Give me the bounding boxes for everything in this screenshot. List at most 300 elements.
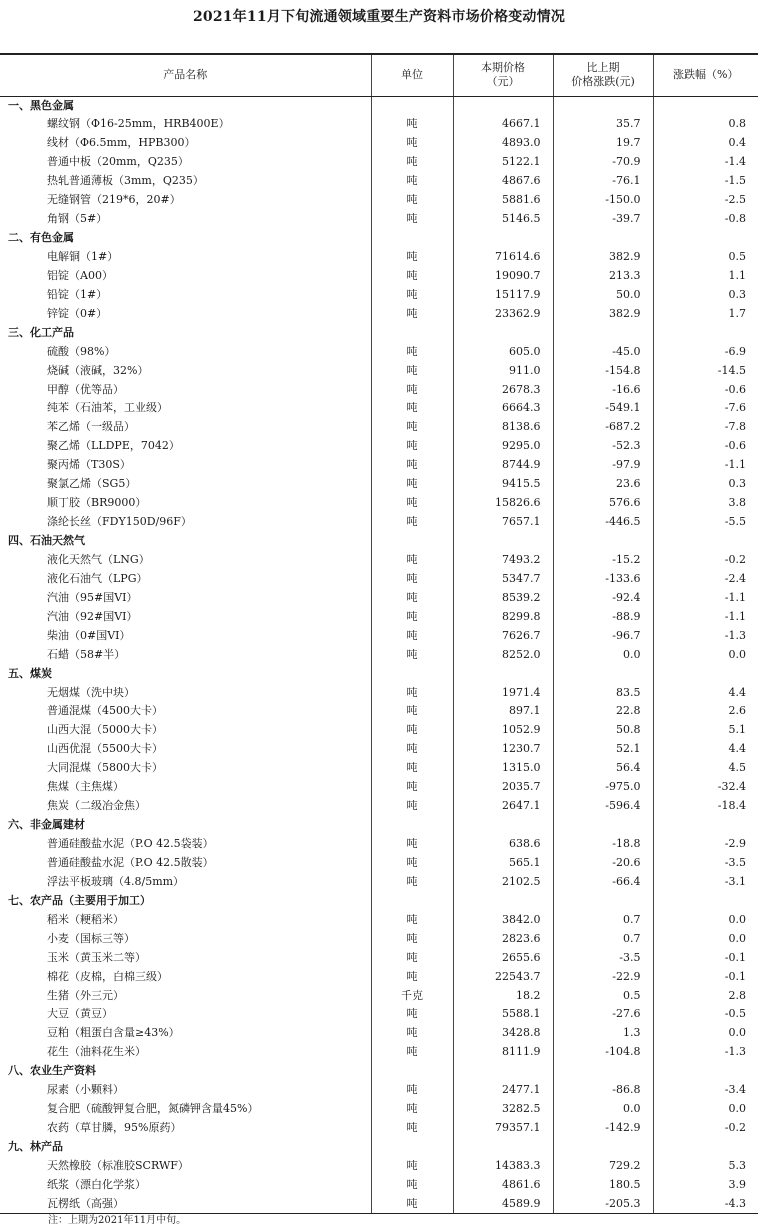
empty-cell — [371, 664, 453, 683]
product-name-cell: 角钢（5#） — [47, 212, 108, 226]
empty-cell — [453, 664, 553, 683]
product-name-cell: 花生（油料花生米） — [47, 1045, 146, 1059]
change-percent-cell: -3.1 — [653, 872, 758, 891]
price-change-cell: -687.2 — [553, 418, 653, 437]
category-row — [0, 891, 758, 910]
table-row — [0, 967, 758, 986]
empty-cell — [653, 891, 758, 910]
unit-cell: 吨 — [371, 1194, 453, 1213]
header-price-change-line2: 价格涨跌(元) — [571, 75, 635, 89]
table-row — [0, 191, 758, 210]
product-name-cell: 聚氯乙烯（SG5） — [47, 477, 137, 491]
table-row — [0, 475, 758, 494]
empty-cell — [371, 532, 453, 551]
current-price-cell: 5881.6 — [453, 191, 553, 210]
price-change-cell: 213.3 — [553, 266, 653, 285]
current-price-cell: 79357.1 — [453, 1119, 553, 1138]
empty-cell — [653, 1138, 758, 1157]
change-percent-cell: 2.6 — [653, 702, 758, 721]
page-title: 2021年11月下旬流通领域重要生产资料市场价格变动情况 — [192, 9, 566, 25]
current-price-cell: 1315.0 — [453, 759, 553, 778]
unit-cell: 吨 — [371, 588, 453, 607]
table-row — [0, 1100, 758, 1119]
empty-cell — [453, 532, 553, 551]
table-row — [0, 929, 758, 948]
product-name-cell: 小麦（国标三等） — [47, 931, 135, 945]
price-change-cell: -133.6 — [553, 569, 653, 588]
price-change-cell: -88.9 — [553, 607, 653, 626]
unit-cell: 吨 — [371, 1157, 453, 1176]
current-price-cell: 3282.5 — [453, 1100, 553, 1119]
change-percent-cell: -1.3 — [653, 1043, 758, 1062]
table-row — [0, 1119, 758, 1138]
change-percent-cell: 0.5 — [653, 248, 758, 267]
empty-cell — [653, 1062, 758, 1081]
header-price-change-line1: 比上期 — [586, 61, 620, 75]
change-percent-cell: -2.9 — [653, 835, 758, 854]
change-percent-cell: -1.5 — [653, 172, 758, 191]
unit-cell: 吨 — [371, 607, 453, 626]
empty-cell — [553, 816, 653, 835]
table-row — [0, 172, 758, 191]
change-percent-cell: 3.9 — [653, 1175, 758, 1194]
product-name-cell: 农药（草甘膦，95%原药） — [47, 1121, 182, 1135]
current-price-cell: 5588.1 — [453, 1005, 553, 1024]
unit-cell: 吨 — [371, 721, 453, 740]
price-change-cell: -96.7 — [553, 626, 653, 645]
change-percent-cell: -1.1 — [653, 607, 758, 626]
change-percent-cell: -14.5 — [653, 361, 758, 380]
current-price-cell: 1971.4 — [453, 683, 553, 702]
table-body — [0, 96, 758, 1213]
price-change-cell: -150.0 — [553, 191, 653, 210]
change-percent-cell: -0.1 — [653, 967, 758, 986]
change-percent-cell: -7.6 — [653, 399, 758, 418]
unit-cell: 吨 — [371, 910, 453, 929]
price-change-cell: 83.5 — [553, 683, 653, 702]
current-price-cell: 4861.6 — [453, 1175, 553, 1194]
current-price-cell: 3428.8 — [453, 1024, 553, 1043]
empty-cell — [653, 229, 758, 248]
table-row — [0, 948, 758, 967]
table-header — [0, 54, 758, 96]
price-change-cell: -596.4 — [553, 797, 653, 816]
change-percent-cell: 1.7 — [653, 304, 758, 323]
change-percent-cell: -0.2 — [653, 551, 758, 570]
price-table — [0, 53, 758, 1214]
product-name-cell: 稻米（粳稻米） — [47, 912, 124, 926]
price-change-cell: 382.9 — [553, 304, 653, 323]
change-percent-cell: -0.6 — [653, 437, 758, 456]
table-row — [0, 1157, 758, 1176]
change-percent-cell: -0.8 — [653, 210, 758, 229]
product-name-cell: 铝锭（A00） — [47, 268, 113, 282]
table-row — [0, 437, 758, 456]
unit-cell: 吨 — [371, 513, 453, 532]
table-row — [0, 380, 758, 399]
change-percent-cell: -1.3 — [653, 626, 758, 645]
table-row — [0, 759, 758, 778]
product-name-cell: 生猪（外三元） — [47, 988, 124, 1002]
price-change-cell: 0.7 — [553, 929, 653, 948]
table-row — [0, 361, 758, 380]
unit-cell: 吨 — [371, 1005, 453, 1024]
unit-cell: 吨 — [371, 683, 453, 702]
header-unit: 单位 — [371, 54, 453, 96]
price-change-cell: -76.1 — [553, 172, 653, 191]
unit-cell: 吨 — [371, 702, 453, 721]
product-name-cell: 焦煤（主焦煤） — [47, 780, 124, 794]
current-price-cell: 18.2 — [453, 986, 553, 1005]
current-price-cell: 23362.9 — [453, 304, 553, 323]
change-percent-cell: -0.1 — [653, 948, 758, 967]
price-change-cell: -22.9 — [553, 967, 653, 986]
unit-cell: 吨 — [371, 797, 453, 816]
product-name-cell: 纸浆（漂白化学浆） — [47, 1177, 146, 1191]
current-price-cell: 4893.0 — [453, 134, 553, 153]
current-price-cell: 4667.1 — [453, 115, 553, 134]
unit-cell: 吨 — [371, 929, 453, 948]
price-change-cell: -52.3 — [553, 437, 653, 456]
current-price-cell: 638.6 — [453, 835, 553, 854]
unit-cell: 吨 — [371, 835, 453, 854]
product-name-cell: 烧碱（液碱，32%） — [47, 363, 149, 377]
empty-cell — [371, 323, 453, 342]
category-label: 一、黑色金属 — [8, 98, 74, 112]
product-name-cell: 聚丙烯（T30S） — [47, 458, 131, 472]
product-name-cell: 热轧普通薄板（3mm，Q235） — [47, 174, 204, 188]
price-change-cell: -92.4 — [553, 588, 653, 607]
change-percent-cell: -7.8 — [653, 418, 758, 437]
current-price-cell: 1230.7 — [453, 740, 553, 759]
table-row — [0, 626, 758, 645]
change-percent-cell: 4.5 — [653, 759, 758, 778]
category-row — [0, 96, 758, 115]
change-percent-cell: -4.3 — [653, 1194, 758, 1213]
footnote: 注：上期为2021年11月中旬。 — [48, 1215, 187, 1226]
product-name-cell: 汽油（92#国VI） — [47, 609, 138, 623]
current-price-cell: 3842.0 — [453, 910, 553, 929]
product-name-cell: 纯苯（石油苯，工业级） — [47, 401, 168, 415]
price-change-cell: -27.6 — [553, 1005, 653, 1024]
header-current-price-line1: 本期价格 — [481, 61, 525, 75]
unit-cell: 吨 — [371, 210, 453, 229]
unit-cell: 千克 — [371, 986, 453, 1005]
current-price-cell: 9295.0 — [453, 437, 553, 456]
change-percent-cell: 1.1 — [653, 266, 758, 285]
product-name-cell: 复合肥（硫酸钾复合肥，氮磷钾含量45%） — [47, 1102, 259, 1116]
unit-cell: 吨 — [371, 248, 453, 267]
price-change-cell: 56.4 — [553, 759, 653, 778]
change-percent-cell: -1.4 — [653, 153, 758, 172]
table-row — [0, 134, 758, 153]
empty-cell — [371, 816, 453, 835]
empty-cell — [371, 1138, 453, 1157]
product-name-cell: 山西优混（5500大卡） — [47, 742, 163, 756]
current-price-cell: 9415.5 — [453, 475, 553, 494]
unit-cell: 吨 — [371, 361, 453, 380]
current-price-cell: 897.1 — [453, 702, 553, 721]
product-name-cell: 石蜡（58#半） — [47, 647, 126, 661]
unit-cell: 吨 — [371, 778, 453, 797]
change-percent-cell: -3.4 — [653, 1081, 758, 1100]
product-name-cell: 焦炭（二级冶金焦） — [47, 799, 146, 813]
unit-cell: 吨 — [371, 1024, 453, 1043]
change-percent-cell: 5.1 — [653, 721, 758, 740]
current-price-cell: 7626.7 — [453, 626, 553, 645]
product-name-cell: 普通硅酸盐水泥（P.O 42.5散装） — [47, 855, 214, 869]
category-row — [0, 664, 758, 683]
table-row — [0, 456, 758, 475]
change-percent-cell: 0.0 — [653, 910, 758, 929]
product-name-cell: 普通中板（20mm，Q235） — [47, 155, 189, 169]
current-price-cell: 5122.1 — [453, 153, 553, 172]
change-percent-cell: 0.0 — [653, 1100, 758, 1119]
empty-cell — [553, 323, 653, 342]
current-price-cell: 2655.6 — [453, 948, 553, 967]
product-name-cell: 豆粕（粗蛋白含量≥43%） — [47, 1026, 180, 1040]
table-row — [0, 1081, 758, 1100]
table-row — [0, 872, 758, 891]
change-percent-cell: -3.5 — [653, 854, 758, 873]
price-change-cell: -70.9 — [553, 153, 653, 172]
empty-cell — [453, 1062, 553, 1081]
change-percent-cell: -0.6 — [653, 380, 758, 399]
category-row — [0, 816, 758, 835]
product-name-cell: 螺纹钢（Φ16-25mm，HRB400E） — [47, 117, 230, 131]
price-change-cell: -39.7 — [553, 210, 653, 229]
table-row — [0, 645, 758, 664]
current-price-cell: 8138.6 — [453, 418, 553, 437]
change-percent-cell: 0.4 — [653, 134, 758, 153]
current-price-cell: 8299.8 — [453, 607, 553, 626]
price-change-cell: 52.1 — [553, 740, 653, 759]
category-label: 五、煤炭 — [8, 666, 52, 680]
table-row — [0, 304, 758, 323]
product-name-cell: 锌锭（0#） — [47, 306, 108, 320]
table-row — [0, 115, 758, 134]
product-name-cell: 大豆（黄豆） — [47, 1007, 113, 1021]
table-row — [0, 910, 758, 929]
price-change-cell: -3.5 — [553, 948, 653, 967]
product-name-cell: 铅锭（1#） — [47, 287, 108, 301]
price-change-cell: -549.1 — [553, 399, 653, 418]
table-row — [0, 1005, 758, 1024]
unit-cell: 吨 — [371, 475, 453, 494]
price-change-cell: 729.2 — [553, 1157, 653, 1176]
change-percent-cell: 5.3 — [653, 1157, 758, 1176]
category-label: 四、石油天然气 — [8, 534, 85, 548]
unit-cell: 吨 — [371, 740, 453, 759]
category-row — [0, 229, 758, 248]
table-row — [0, 1175, 758, 1194]
table-row — [0, 778, 758, 797]
product-name-cell: 无烟煤（洗中块） — [47, 685, 135, 699]
table-row — [0, 569, 758, 588]
table-row — [0, 721, 758, 740]
price-change-cell: -15.2 — [553, 551, 653, 570]
product-name-cell: 玉米（黄玉米二等） — [47, 950, 146, 964]
empty-cell — [371, 1062, 453, 1081]
product-name-cell: 苯乙烯（一级品） — [47, 420, 135, 434]
unit-cell: 吨 — [371, 285, 453, 304]
table-row — [0, 702, 758, 721]
product-name-cell: 聚乙烯（LLDPE，7042） — [47, 439, 180, 453]
price-change-cell: 23.6 — [553, 475, 653, 494]
product-name-cell: 涤纶长丝（FDY150D/96F） — [47, 515, 192, 529]
price-change-cell: -16.6 — [553, 380, 653, 399]
product-name-cell: 柴油（0#国VI） — [47, 628, 131, 642]
price-change-cell: 50.8 — [553, 721, 653, 740]
table-row — [0, 683, 758, 702]
category-label: 三、化工产品 — [8, 325, 74, 339]
change-percent-cell: -6.9 — [653, 342, 758, 361]
table-row — [0, 399, 758, 418]
table-row — [0, 797, 758, 816]
empty-cell — [453, 229, 553, 248]
price-change-cell: -66.4 — [553, 872, 653, 891]
current-price-cell: 14383.3 — [453, 1157, 553, 1176]
current-price-cell: 911.0 — [453, 361, 553, 380]
change-percent-cell: 0.3 — [653, 475, 758, 494]
change-percent-cell: -0.2 — [653, 1119, 758, 1138]
unit-cell: 吨 — [371, 854, 453, 873]
current-price-cell: 565.1 — [453, 854, 553, 873]
price-change-cell: -45.0 — [553, 342, 653, 361]
empty-cell — [653, 323, 758, 342]
price-change-cell: -18.8 — [553, 835, 653, 854]
empty-cell — [453, 1138, 553, 1157]
empty-cell — [653, 816, 758, 835]
table-row — [0, 513, 758, 532]
product-name-cell: 硫酸（98%） — [47, 344, 116, 358]
price-change-cell: 0.5 — [553, 986, 653, 1005]
empty-cell — [371, 229, 453, 248]
change-percent-cell: -1.1 — [653, 456, 758, 475]
unit-cell: 吨 — [371, 1175, 453, 1194]
table-row — [0, 986, 758, 1005]
current-price-cell: 2647.1 — [453, 797, 553, 816]
product-name-cell: 普通硅酸盐水泥（P.O 42.5袋装） — [47, 837, 214, 851]
product-name-cell: 浮法平板玻璃（4.8/5mm） — [47, 874, 185, 888]
category-row — [0, 323, 758, 342]
price-change-cell: -142.9 — [553, 1119, 653, 1138]
table-row — [0, 588, 758, 607]
price-change-cell: 180.5 — [553, 1175, 653, 1194]
category-row — [0, 1062, 758, 1081]
product-name-cell: 汽油（95#国VI） — [47, 590, 138, 604]
change-percent-cell: 0.8 — [653, 115, 758, 134]
unit-cell: 吨 — [371, 626, 453, 645]
category-row — [0, 532, 758, 551]
unit-cell: 吨 — [371, 494, 453, 513]
unit-cell: 吨 — [371, 437, 453, 456]
empty-cell — [453, 323, 553, 342]
unit-cell: 吨 — [371, 551, 453, 570]
current-price-cell: 7493.2 — [453, 551, 553, 570]
empty-cell — [553, 229, 653, 248]
unit-cell: 吨 — [371, 380, 453, 399]
current-price-cell: 6664.3 — [453, 399, 553, 418]
price-change-cell: 50.0 — [553, 285, 653, 304]
empty-cell — [553, 1062, 653, 1081]
current-price-cell: 4589.9 — [453, 1194, 553, 1213]
change-percent-cell: -18.4 — [653, 797, 758, 816]
table-row — [0, 835, 758, 854]
price-change-cell: 576.6 — [553, 494, 653, 513]
product-name-cell: 瓦楞纸（高强） — [0, 1194, 371, 1213]
unit-cell: 吨 — [371, 399, 453, 418]
price-change-cell: -154.8 — [553, 361, 653, 380]
price-change-cell: 0.7 — [553, 910, 653, 929]
unit-cell: 吨 — [371, 172, 453, 191]
empty-cell — [453, 891, 553, 910]
current-price-cell: 15826.6 — [453, 494, 553, 513]
unit-cell: 吨 — [371, 1081, 453, 1100]
current-price-cell: 2035.7 — [453, 778, 553, 797]
empty-cell — [653, 664, 758, 683]
change-percent-cell: 0.0 — [653, 645, 758, 664]
current-price-cell: 2102.5 — [453, 872, 553, 891]
current-price-cell: 7657.1 — [453, 513, 553, 532]
category-label: 八、农业生产资料 — [8, 1064, 96, 1078]
category-label: 二、有色金属 — [8, 231, 74, 245]
current-price-cell: 71614.6 — [453, 248, 553, 267]
empty-cell — [553, 96, 653, 115]
product-name-cell: 甲醇（优等品） — [47, 382, 124, 396]
empty-cell — [371, 891, 453, 910]
product-name-cell: 无缝钢管（219*6，20#） — [47, 193, 181, 207]
price-change-cell: 0.0 — [553, 1100, 653, 1119]
empty-cell — [371, 96, 453, 115]
change-percent-cell: 0.0 — [653, 1024, 758, 1043]
change-percent-cell: 3.8 — [653, 494, 758, 513]
unit-cell: 吨 — [371, 872, 453, 891]
current-price-cell: 1052.9 — [453, 721, 553, 740]
empty-cell — [553, 532, 653, 551]
price-change-cell: -975.0 — [553, 778, 653, 797]
current-price-cell: 4867.6 — [453, 172, 553, 191]
price-change-cell: 35.7 — [553, 115, 653, 134]
price-change-cell: -97.9 — [553, 456, 653, 475]
change-percent-cell: 4.4 — [653, 683, 758, 702]
unit-cell: 吨 — [371, 645, 453, 664]
price-change-cell: -446.5 — [553, 513, 653, 532]
empty-cell — [653, 96, 758, 115]
unit-cell: 吨 — [371, 967, 453, 986]
price-change-cell: -205.3 — [553, 1194, 653, 1213]
unit-cell: 吨 — [371, 948, 453, 967]
table-row — [0, 551, 758, 570]
price-change-cell: -86.8 — [553, 1081, 653, 1100]
change-percent-cell: -2.4 — [653, 569, 758, 588]
current-price-cell: 605.0 — [453, 342, 553, 361]
unit-cell: 吨 — [371, 759, 453, 778]
header-product-name: 产品名称 — [0, 54, 371, 96]
product-name-cell: 液化石油气（LPG） — [47, 571, 148, 585]
change-percent-cell: 0.0 — [653, 929, 758, 948]
current-price-cell: 8111.9 — [453, 1043, 553, 1062]
current-price-cell: 2678.3 — [453, 380, 553, 399]
header-price-change — [553, 54, 653, 96]
unit-cell: 吨 — [371, 134, 453, 153]
change-percent-cell: -32.4 — [653, 778, 758, 797]
change-percent-cell: 0.3 — [653, 285, 758, 304]
empty-cell — [653, 532, 758, 551]
price-change-cell: -20.6 — [553, 854, 653, 873]
change-percent-cell: -1.1 — [653, 588, 758, 607]
unit-cell: 吨 — [371, 266, 453, 285]
